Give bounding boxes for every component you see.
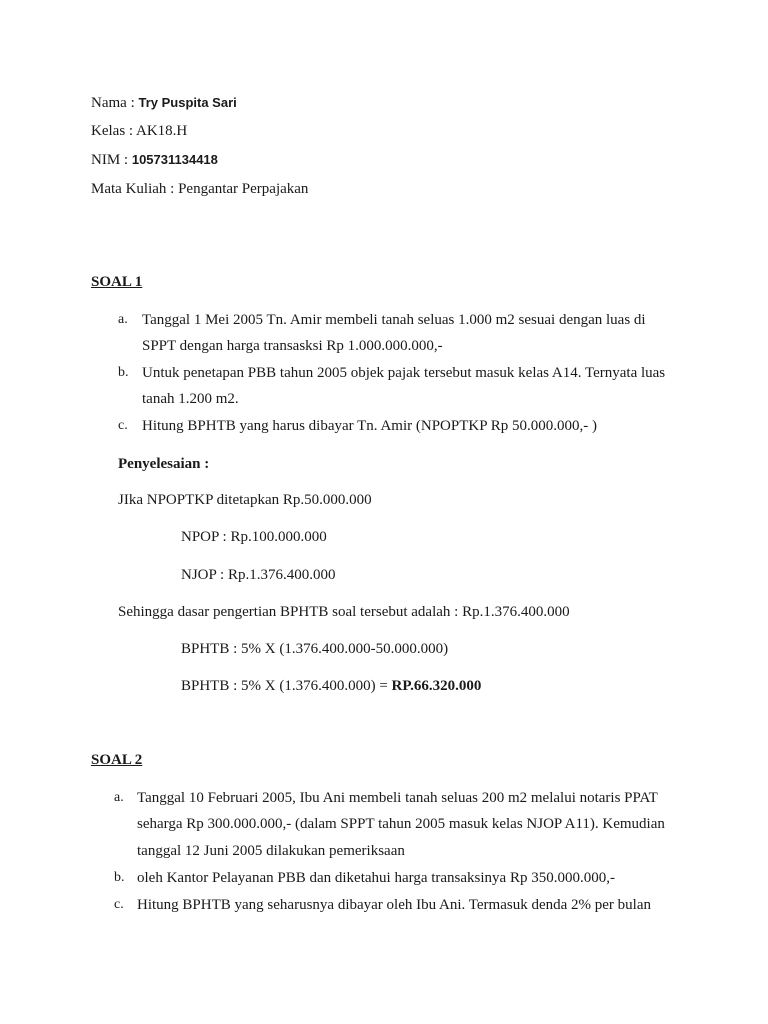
sehingga-line: Sehingga dasar pengertian BPHTB soal tersebut adalah : Rp.1.376.400.000 <box>118 604 570 620</box>
soal1-item-a-line2: SPPT dengan harga transasksi Rp 1.000.000.000,- <box>142 338 443 354</box>
soal2-item-a-marker: a. <box>114 790 124 805</box>
nama-value: Try Puspita Sari <box>138 95 237 110</box>
soal2-item-c-marker: c. <box>114 897 124 912</box>
soal1-item-c-marker: c. <box>118 418 128 433</box>
soal2-item-b-marker: b. <box>114 870 125 885</box>
mata-kuliah-line: Mata Kuliah : Pengantar Perpajakan <box>91 181 309 197</box>
kelas-line <box>91 122 187 140</box>
njop-line: NJOP : Rp.1.376.400.000 <box>181 567 336 583</box>
soal2-item-a-line1: Tanggal 10 Februari 2005, Ibu Ani membeli tanah seluas 200 m2 melalui notaris PPAT <box>137 790 658 806</box>
soal1-heading: SOAL 1 <box>91 274 143 290</box>
kelas-value: AK18.H <box>136 123 188 139</box>
bphtb-line-2-prefix: BPHTB : 5% X (1.376.400.000) = <box>181 678 392 694</box>
bphtb-line-2 <box>181 677 481 695</box>
nama-label: Nama : <box>91 95 139 111</box>
soal1-item-b-marker: b. <box>118 365 129 380</box>
soal1-item-b-line1: Untuk penetapan PBB tahun 2005 objek pajak tersebut masuk kelas A14. Ternyata luas <box>142 365 666 381</box>
bphtb-line-1: BPHTB : 5% X (1.376.400.000-50.000.000) <box>181 641 449 657</box>
soal2-item-a-line2: seharga Rp 300.000.000,- (dalam SPPT tahun 2005 masuk kelas NJOP A11). Kemudian <box>137 816 665 832</box>
soal2-item-a-line3: tanggal 12 Juni 2005 dilakukan pemeriksaan <box>137 843 405 859</box>
kelas-label: Kelas : <box>91 123 136 139</box>
soal2-item-c-line1: Hitung BPHTB yang seharusnya dibayar oleh Ibu Ani. Termasuk denda 2% per bulan <box>137 897 651 913</box>
soal2-item-b-line1: oleh Kantor Pelayanan PBB dan diketahui harga transaksinya Rp 350.000.000,- <box>137 870 615 886</box>
nim-label: NIM : <box>91 152 132 168</box>
bphtb-result: RP.66.320.000 <box>391 678 482 694</box>
npoptkp-line: JIka NPOPTKP ditetapkan Rp.50.000.000 <box>118 492 372 508</box>
soal1-item-b-line2: tanah 1.200 m2. <box>142 391 239 407</box>
soal2-heading: SOAL 2 <box>91 752 143 768</box>
nama-line <box>91 94 237 112</box>
npop-line: NPOP : Rp.100.000.000 <box>181 529 327 545</box>
soal1-item-a-line1: Tanggal 1 Mei 2005 Tn. Amir membeli tanah seluas 1.000 m2 sesuai dengan luas di <box>142 312 646 328</box>
soal1-item-c-line1: Hitung BPHTB yang harus dibayar Tn. Amir (NPOPTKP Rp 50.000.000,- ) <box>142 418 597 434</box>
penyelesaian-heading: Penyelesaian : <box>118 456 210 472</box>
soal1-item-a-marker: a. <box>118 312 128 327</box>
nim-value: 105731134418 <box>131 152 218 167</box>
nim-line <box>91 151 218 169</box>
